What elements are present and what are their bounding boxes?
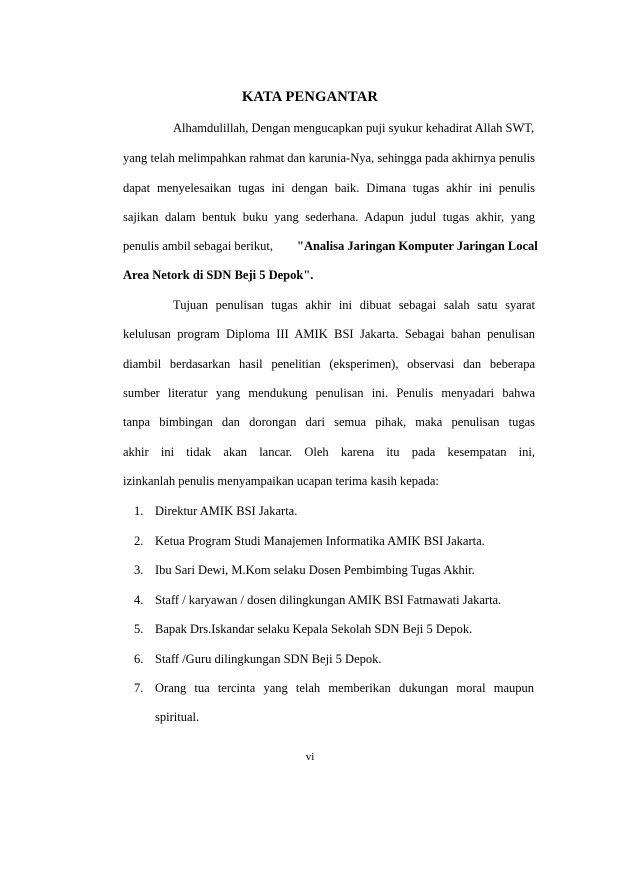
list-item [134,533,534,549]
paragraph-2-line-6: akhir ini tidak akan lancar. Oleh karena itu pada kesempatan ini, [123,445,535,459]
list-item-number: 6. [134,652,144,666]
paragraph-1-line-5-plain: penulis ambil sebagai berikut, [123,239,273,253]
paragraph-2-line-5: tanpa bimbingan dan dorongan dari semua pihak, maka penulisan tugas [123,415,535,429]
list-item-number: 1. [134,504,144,518]
list-item [134,562,534,578]
paragraph-2-line-2: kelulusan program Diploma III AMIK BSI Jakarta. Sebagai bahan penulisan [123,327,535,341]
list-item [134,680,534,696]
list-item-number: 7. [134,681,144,695]
list-item-text: Ketua Program Studi Manajemen Informatika AMIK BSI Jakarta. [155,534,485,548]
list-item-continuation: spiritual. [155,710,200,724]
list-item [134,592,534,608]
paragraph-2-line-4: sumber literatur yang mendukung penulisan ini. Penulis menyadari bahwa [123,386,535,400]
paragraph-1-line-5-bold: "Analisa Jaringan Komputer Jaringan Local [297,239,538,253]
list-item-number: 3. [134,563,144,577]
page-number: vi [305,751,315,763]
paragraph-1-line-1: Alhamdulillah, Dengan mengucapkan puji syukur kehadirat Allah SWT, [173,121,535,135]
paragraph-2-line-1: Tujuan penulisan tugas akhir ini dibuat sebagai salah satu syarat [173,298,535,312]
list-item-text: Staff / karyawan / dosen dilingkungan AMIK BSI Fatmawati Jakarta. [155,593,502,607]
list-item [134,651,534,667]
list-item-text: Orang tua tercinta yang telah memberikan dukungan moral maupun [155,681,534,695]
paragraph-2-line-7: izinkanlah penulis menyampaikan ucapan terima kasih kepada: [123,474,439,488]
paragraph-1-line-3: dapat menyelesaikan tugas ini dengan baik. Dimana tugas akhir ini penulis [123,181,535,195]
list-item-text: Direktur AMIK BSI Jakarta. [155,504,298,518]
paragraph-1-line-5 [123,238,273,254]
list-item-number: 5. [134,622,144,636]
page-title: KATA PENGANTAR [241,89,379,105]
list-item [134,503,534,519]
paragraph-2-line-3: diambil berdasarkan hasil penelitian (eksperimen), observasi dan beberapa [123,357,535,371]
list-item-text: Staff /Guru dilingkungan SDN Beji 5 Depok. [155,652,382,666]
list-item-text: Bapak Drs.Iskandar selaku Kepala Sekolah SDN Beji 5 Depok. [155,622,473,636]
list-item-number: 2. [134,534,144,548]
list-item-text: Ibu Sari Dewi, M.Kom selaku Dosen Pembimbing Tugas Akhir. [155,563,475,577]
list-item-number: 4. [134,593,144,607]
paragraph-1-line-6-bold: Area Netork di SDN Beji 5 Depok". [123,268,314,282]
list-item [134,621,534,637]
paragraph-1-line-2: yang telah melimpahkan rahmat dan karunia-Nya, sehingga pada akhirnya penulis [123,151,535,165]
paragraph-1-line-4: sajikan dalam bentuk buku yang sederhana. Adapun judul tugas akhir, yang [123,210,535,224]
